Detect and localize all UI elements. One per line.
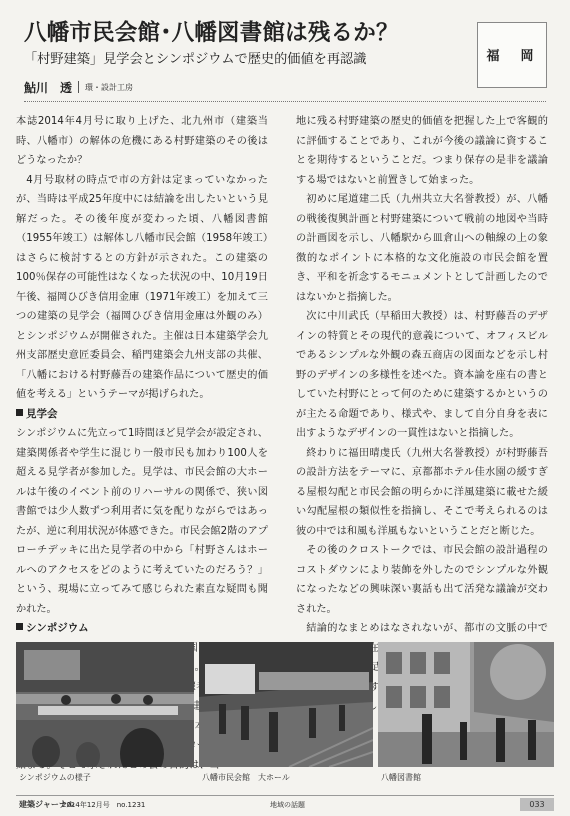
- paragraph: 次に中川武氏（早稲田大教授）は、村野藤吾のデザインの特質とその現代的意義について、オフィスビルであるシンプルな外観の森五商店の図面などを示し村野のデザインの多様性を述べた。資本論を座右の書としていた村野にとって何のために建築するかというのが主たる命題であり、様式や、まして自分自身を表に出すようなデザインの一貫性はないと指摘した。: [296, 311, 548, 439]
- square-bullet-icon: [16, 623, 23, 630]
- paragraph: その後のクロストークでは、市民会館の設計過程のコストダウンにより装飾を外したのでシンプルな外観になったなどの興味深い裏話も出て活発な議論が交わされた。: [296, 545, 548, 615]
- hall-photo-icon: [199, 642, 373, 767]
- section-heading-label: 見学会: [26, 407, 58, 420]
- library-photo-icon: [378, 642, 554, 767]
- symposium-photo: [16, 642, 194, 767]
- photo-caption: 八幡図書館: [381, 773, 421, 782]
- square-bullet-icon: [16, 409, 23, 416]
- page-number: 033: [520, 798, 554, 811]
- article-subtitle: 「村野建築」見学会とシンポジウムで歴史的価値を再認識: [24, 52, 367, 67]
- paragraph: シンポジウムに先立って1時間ほど見学会が設定され、建築関係者や学生に混じり一般市民も加わり100人を超える見学者が参加した。見学は、市民会館の大ホールは午後のイベント前のリハーサルの関係で、狭い図書館では少人数ずつ利用者に気を配りながらではあったが、逆に利用状況が体感できた。市民会館2階のアプローチデッキに出た見学者の中から「村野さんはホールへのアクセスをどのように考えていたのだろう？」という、現場に立ってみて感じられた素直な疑問も聞かれた。: [16, 428, 268, 615]
- author-name: 鮎川 透: [24, 80, 73, 95]
- paragraph: 結論的なまとめはなされないが、都市の文脈の中で 在 足 す: [306, 623, 548, 693]
- article-title: 八幡市民会館･八幡図書館は残るか？: [24, 20, 399, 46]
- journal-name: 建築ジャーナル: [19, 800, 75, 809]
- section-heading-label: シンポジウム: [26, 622, 89, 634]
- paragraph: 4月号取材の時点で市の方針は定まっていなかったが、当時は平成25年度中には結論を出したいという見解だった。その後年度が変わった頃、八幡図書館（1955年竣工）は解体し八幡市民会館（1958年竣工）はさらに検討するとの方針が示された。この建築の100％保存の可能性はなくなった状況の中、10月19日午後、福岡ひびき信用金庫（1971年竣工）を加えて三つの建築の見学会（福岡ひびき信用金庫は外観のみ）とシンポジウムが開催された。主催は日本建築学会九州支部歴史意匠委員会、稲門建築会九州支部の共催、「八幡における村野藤吾の建築作品について歴史的価値を考える」というテーマが掲げられた。: [16, 174, 268, 400]
- issue-info: 2014年12月号 no.1231: [62, 801, 146, 809]
- photo-caption: シンポジウムの様子: [19, 773, 91, 782]
- section-name: 地域の話題: [270, 801, 305, 809]
- paragraph: 地に残る村野建築の歴史的価値を把握した上で客観的に評価することであり、これが今後の議論に資することを期待するということだ。つまり保存の是非を議論する場ではないと前置きして始まった。: [296, 116, 548, 186]
- hall-photo: [199, 642, 373, 767]
- byline: [24, 78, 133, 96]
- byline-divider: [78, 81, 79, 93]
- section-heading-symposium: [16, 619, 268, 639]
- body-column-right: [296, 112, 548, 717]
- author-affiliation: 環・設計工房: [85, 82, 134, 92]
- footer-divider: [16, 795, 554, 796]
- header-divider: [24, 101, 546, 102]
- paragraph: 本誌2014年4月号に取り上げた、北九州市（建築当時、八幡市）の解体の危機にある村野建築のその後はどうなったか？: [16, 116, 268, 166]
- library-photo: [378, 642, 554, 767]
- photo-caption: 八幡市民会館 大ホール: [202, 773, 290, 782]
- paragraph: 初めに尾道建二氏（九州共立大名誉教授）が、八幡の戦後復興計画と村野建築について戦前の地図や当時の計画図を示し、八幡駅から皿倉山への軸線の上の象徴的なポイントに本格的な文化施設の市民会館を置き、平和を祈念するモニュメントとして計画したのではないかと指摘した。: [296, 194, 548, 303]
- paragraph: 終わりに福田晴虔氏（九州大名誉教授）が村野藤吾の設計方法をテーマに、京都都ホテル佳水園の緩すぎる屋根勾配と市民会館の明らかに洋風建築に載せた緩い勾配屋根の類似性を指摘し、そこで考えられるのは彼の中では和風も洋風もないということだと断じた。: [296, 447, 548, 537]
- region-badge: [477, 22, 547, 88]
- symposium-photo-icon: [16, 642, 194, 767]
- region-label: 福 岡: [486, 49, 538, 64]
- section-heading-tour: [16, 405, 268, 425]
